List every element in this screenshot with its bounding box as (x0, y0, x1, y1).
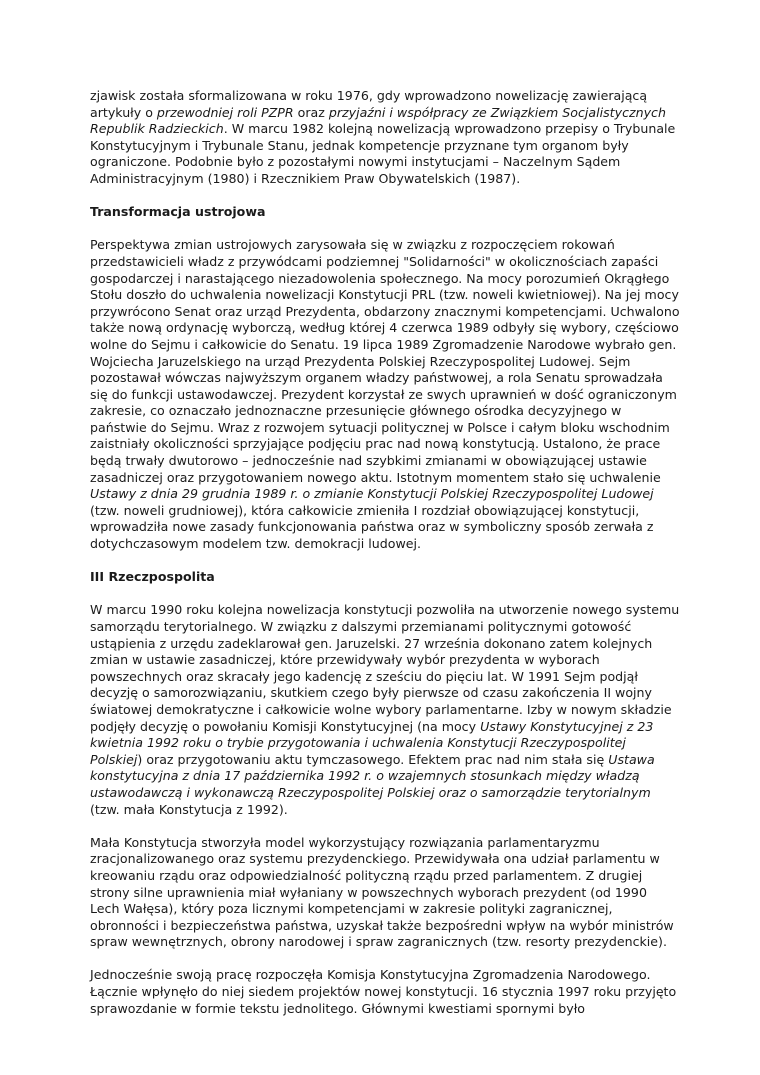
heading-transformacja: Transformacja ustrojowa (90, 204, 266, 220)
paragraph-1976-amendment: zjawisk została sformalizowana w roku 1976, gdy wprowadzono nowelizację zawierającą artykuły o przewodniej roli PZPR oraz przyjaźni i współpracy ze Związkiem Socjalistycznych Republik Radzieckich. W marcu 1982 kolejną nowelizacją wprowadzono przepisy o Trybunale Konstytucyjnym i Trybunale Stanu, jednak kompetencje przyznane tym organom były ograniczone. Podobnie było z pozostałymi nowymi instytucjami – Naczelnym Sądem Administracyjnym (1980) i Rzecznikiem Praw Obywatelskich (1987). (90, 88, 676, 186)
heading-iii-rzeczpospolita: III Rzeczpospolita (90, 569, 215, 585)
document-page (90, 88, 680, 1034)
paragraph-komisja-konstytucyjna: Jednocześnie swoją pracę rozpoczęła Komisja Konstytucyjna Zgromadzenia Narodowego. Łącznie wpłynęło do niej siedem projektów nowej konstytucji. 16 stycznia 1997 roku przyjęto sprawozdanie w formie tekstu jednolitego. Głównymi kwestiami spornymi było (90, 967, 677, 1016)
paragraph-1990-amendments: W marcu 1990 roku kolejna nowelizacja konstytucji pozwoliła na utworzenie nowego systemu samorządu terytorialnego. W związku z dalszymi przemianami politycznymi gotowość ustąpienia z urzędu zadeklarował gen. Jaruzelski. 27 września dokonano zatem kolejnych zmian w ustawie zasadniczej, które przewidywały wybór prezydenta w wyborach powszechnych oraz skracały jego kadencję z sześciu do pięciu lat. W 1991 Sejm podjął decyzję o samorozwiązaniu, skutkiem czego były pierwsze od czasu zakończenia II wojny światowej demokratyczne i całkowicie wolne wybory parlamentarne. Izby w nowym składzie podjęły decyzję o powołaniu Komisji Konstytucyjnej (na mocy Ustawy Konstytucyjnej z 23 kwietnia 1992 roku o trybie przygotowania i uchwalenia Konstytucji Rzeczypospolitej Polskiej) oraz przygotowaniu aktu tymczasowego. Efektem prac nad nim stała się Ustawa konstytucyjna z dnia 17 października 1992 r. o wzajemnych stosunkach między władzą ustawodawczą i wykonawczą Rzeczypospolitej Polskiej oraz o samorządzie terytorialnym (tzw. mała Konstytucja z 1992). (90, 602, 680, 817)
paragraph-transformacja: Perspektywa zmian ustrojowych zarysowała się w związku z rozpoczęciem rokowań przedstawicieli władz z przywódcami podziemnej "Solidarności" w okolicznościach zapaści gospodarczej i narastającego niezadowolenia społecznego. Na mocy porozumień Okrągłego Stołu doszło do uchwalenia nowelizacji Konstytucji PRL (tzw. noweli kwietniowej). Na jej mocy przywrócono Senat oraz urząd Prezydenta, obdarzony znacznymi kompetencjami. Uchwalono także nową ordynację wyborczą, według której 4 czerwca 1989 odbyły się wybory, częściowo wolne do Sejmu i całkowicie do Senatu. 19 lipca 1989 Zgromadzenie Narodowe wybrało gen. Wojciecha Jaruzelskiego na urząd Prezydenta Polskiej Rzeczypospolitej Ludowej. Sejm pozostawał wówczas najwyższym organem władzy państwowej, a rola Senatu sprowadzała się do funkcji ustawodawczej. Prezydent korzystał ze swych uprawnień w dość ograniczonym zakresie, co oznaczało jednoznaczne przesunięcie głównego ośrodka decyzyjnego w państwie do Sejmu. Wraz z rozwojem sytuacji politycznej w Polsce i całym bloku wschodnim zaistniały okoliczności sprzyjające podjęciu prac nad nową konstytucją. Ustalono, że prace będą trwały dwutorowo – jednocześnie nad szybkimi zmianami w obowiązującej ustawie zasadniczej oraz przygotowaniem nowego aktu. Istotnym momentem stało się uchwalenie Ustawy z dnia 29 grudnia 1989 r. o zmianie Konstytucji Polskiej Rzeczypospolitej Ludowej (tzw. noweli grudniowej), która całkowicie zmieniła I rozdział obowiązującej konstytucji, wprowadziła nowe zasady funkcjonowania państwa oraz w symboliczny sposób zerwała z dotychczasowym modelem tzw. demokracji ludowej. (90, 237, 680, 552)
paragraph-mala-konstytucja: Mała Konstytucja stworzyła model wykorzystujący rozwiązania parlamentaryzmu zracjonalizowanego oraz systemu prezydenckiego. Przewidywała ona udział parlamentu w kreowaniu rządu oraz odpowiedzialność polityczną rządu przed parlamentem. Z drugiej strony silne uprawnienia miał wyłaniany w powszechnych wyborach prezydent (od 1990 Lech Wałęsa), który poza licznymi kompetencjami w zakresie polityki zagranicznej, obronności i bezpieczeństwa państwa, uzyskał także bezpośredni wpływ na wybór ministrów spraw wewnętrznych, obrony narodowej i spraw zagranicznych (tzw. resorty prezydenckie). (90, 834, 674, 950)
